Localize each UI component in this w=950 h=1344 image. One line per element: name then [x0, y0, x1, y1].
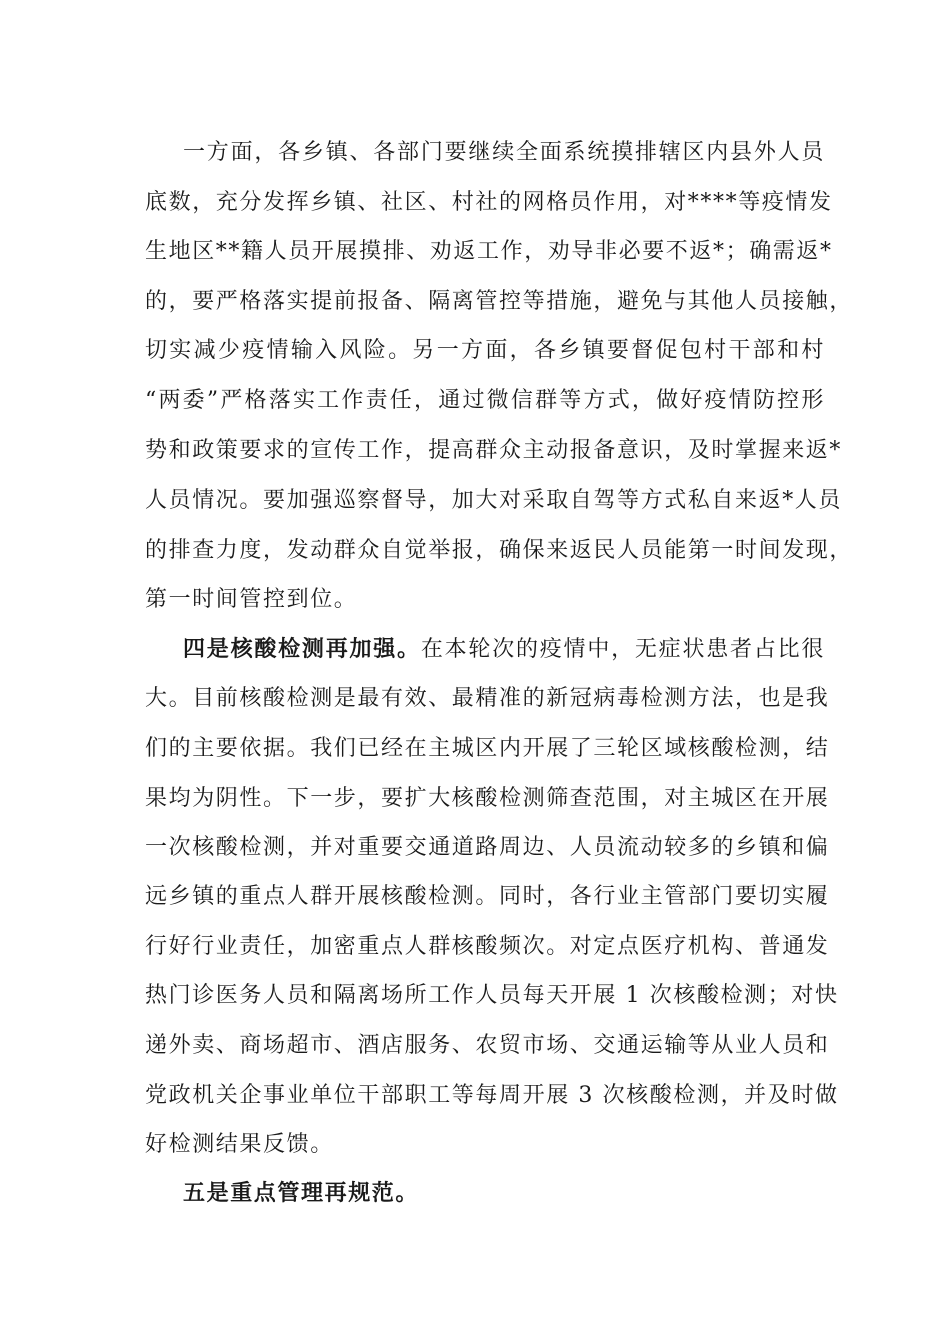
paragraph-1-line-4: 的，要严格落实提前报备、隔离管控等措施，避免与其他人员接触，	[145, 289, 854, 314]
paragraph-3-line-1	[183, 1173, 825, 1213]
paragraph-2-line-3: 们的主要依据。我们已经在主城区内开展了三轮区域核酸检测，结	[145, 736, 830, 761]
paragraph-2-line-6: 远乡镇的重点人群开展核酸检测。同时，各行业主管部门要切实履	[145, 884, 830, 909]
paragraph-2-line-2: 大。目前核酸检测是最有效、最精准的新冠病毒检测方法，也是我	[145, 686, 830, 711]
paragraph-2-line-1	[183, 629, 825, 669]
paragraph-2-line-8: 热门诊医务人员和隔离场所工作人员每天开展 1 次核酸检测；对快	[145, 983, 839, 1008]
paragraph-2-line-11: 好检测结果反馈。	[145, 1132, 334, 1157]
paragraph-2-line-1-text: 在本轮次的疫情中，无症状患者占比很	[420, 637, 825, 662]
paragraph-1-line-2: 底数，充分发挥乡镇、社区、村社的网格员作用，对****等疫情发	[145, 190, 833, 215]
paragraph-1-line-9: 的排查力度，发动群众自觉举报，确保来返民人员能第一时间发现，	[145, 538, 854, 563]
section-heading-5: 五是重点管理再规范。	[183, 1180, 420, 1206]
paragraph-1-line-6: “两委”严格落实工作责任，通过微信群等方式，做好疫情防控形	[145, 388, 825, 413]
paragraph-2-line-10: 党政机关企事业单位干部职工等每周开展 3 次核酸检测，并及时做	[145, 1083, 839, 1108]
paragraph-1-line-8: 人员情况。要加强巡察督导，加大对采取自驾等方式私自来返*人员	[145, 488, 843, 513]
paragraph-2-line-4: 果均为阴性。下一步，要扩大核酸检测筛查范围，对主城区在开展	[145, 786, 830, 811]
paragraph-2-line-5: 一次核酸检测，并对重要交通道路周边、人员流动较多的乡镇和偏	[145, 835, 830, 860]
paragraph-1-line-7: 势和政策要求的宣传工作，提高群众主动报备意识，及时掌握来返*	[145, 438, 843, 463]
paragraph-2-line-7: 行好行业责任，加密重点人群核酸频次。对定点医疗机构、普通发	[145, 934, 830, 959]
paragraph-1-line-3: 生地区**籍人员开展摸排、劝返工作，劝导非必要不返*；确需返*	[145, 239, 833, 264]
section-heading-4: 四是核酸检测再加强。	[183, 636, 421, 662]
paragraph-2-line-9: 递外卖、商场超市、酒店服务、农贸市场、交通运输等从业人员和	[145, 1033, 830, 1058]
paragraph-1-line-5: 切实减少疫情输入风险。另一方面，各乡镇要督促包村干部和村	[145, 338, 825, 363]
paragraph-1-line-10: 第一时间管控到位。	[145, 587, 358, 612]
paragraph-1-line-1: 一方面，各乡镇、各部门要继续全面系统摸排辖区内县外人员	[183, 140, 825, 165]
